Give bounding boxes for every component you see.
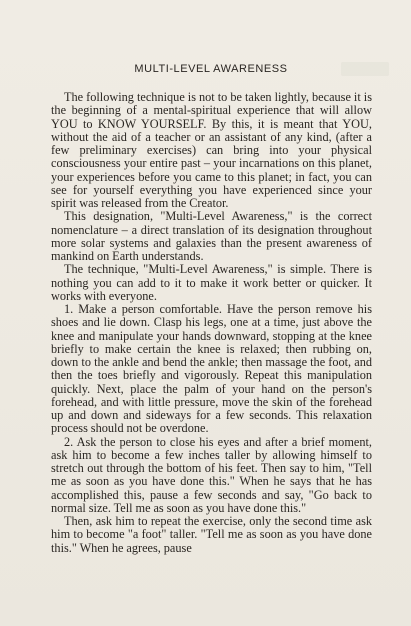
page-title: MULTI-LEVEL AWARENESS [134,63,288,75]
paragraph-step-2: 2. Ask the person to close his eyes and after a brief moment, ask him to become a few inches taller by allowing himself to stretch out through the bottom of his feet. Then say to him, "Tell me as soon as you have done this." When he says that he has accomplished this, pause a few seconds and say, "Go back to normal size. Tell me as soon as you have done this." [51,434,372,515]
body-text [51,91,372,555]
paper-show-through [341,62,389,76]
paragraph-intro: The following technique is not to be taken lightly, because it is the beginning of a mental-spiritual experience that will allow YOU to KNOW YOURSELF. By this, it is meant that YOU, without the aid of a teacher or an assistant of any kind, (after a few preliminary exercises) can bring into your physical consciousness your entire past – your incarnations on this planet, your experiences before you came to this planet; in fact, you can see for yourself everything you have experienced since your spirit was released from the Creator. [51,90,372,210]
paragraph-step-1: 1. Make a person comfortable. Have the person remove his shoes and lie down. Clasp his legs, one at a time, just above the knee and manipulate your hands downward, stopping at the knee briefly to make certain the knee is relaxed; then rubbing on, down to the ankle and bend the ankle; then massage the foot, and then the toes briefly and vigorously. Repeat this manipulation quickly. Next, place the palm of your hand on the person's forehead, and with little pressure, move the skin of the forehead up and down and sideways for a few seconds. This relaxation process should not be overdone. [51,302,372,436]
paragraph-repeat: Then, ask him to repeat the exercise, only the second time ask him to become "a foot" taller. "Tell me as soon as you have done this." When he agrees, pause [51,514,372,555]
paragraph-technique: The technique, "Multi-Level Awareness," is simple. There is nothing you can add to it to make it work better or quicker. It works with everyone. [51,262,372,303]
paragraph-designation: This designation, "Multi-Level Awareness," is the correct nomenclature – a direct translation of its designation throughout more solar systems and galaxies than the present awareness of mankind on Earth understands. [51,209,372,263]
